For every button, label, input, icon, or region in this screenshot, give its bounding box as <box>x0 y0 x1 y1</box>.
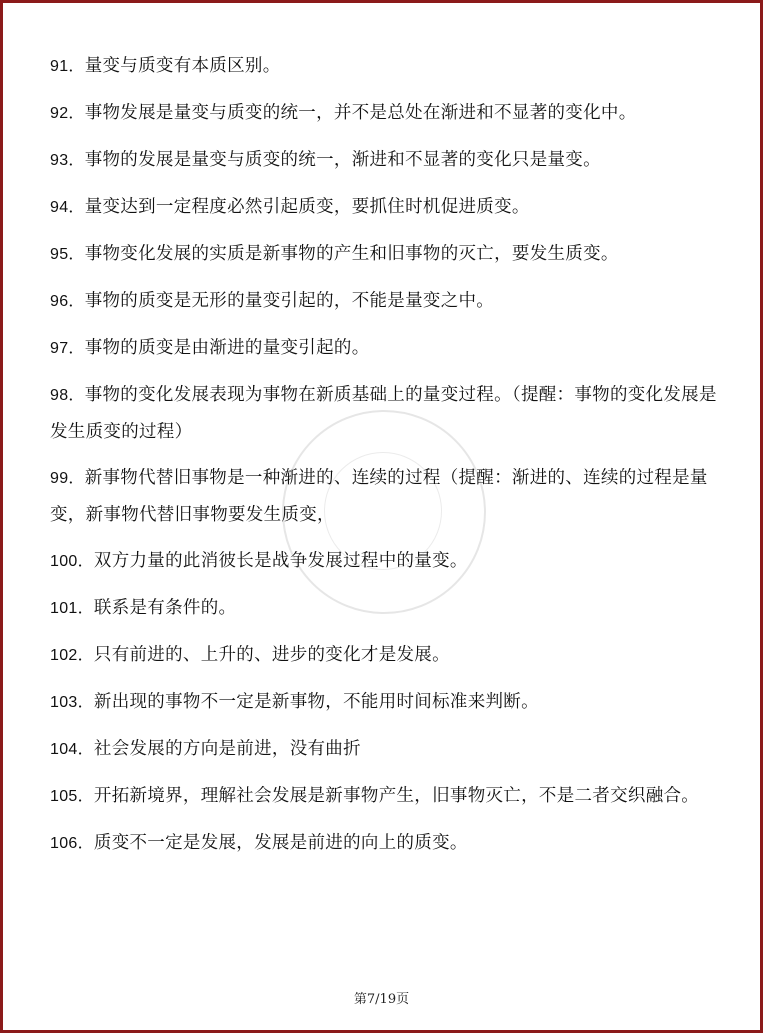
item-text: 联系是有条件的。 <box>93 598 237 618</box>
list-item <box>50 377 718 450</box>
item-number: 104． <box>50 741 94 758</box>
item-number: 95． <box>50 246 85 263</box>
item-number: 103． <box>50 694 94 711</box>
item-text: 开拓新境界，理解社会发展是新事物产生，旧事物灭亡，不是二者交织融合。 <box>93 786 700 806</box>
item-number: 105． <box>50 788 94 805</box>
item-number: 94． <box>50 199 85 216</box>
page-number: 第7/19页 <box>353 992 410 1007</box>
item-number: 102． <box>50 647 94 664</box>
list-item <box>50 684 718 721</box>
item-number: 96． <box>50 293 85 310</box>
list-item <box>50 543 718 580</box>
item-text: 事物的变化发展表现为事物在新质基础上的量变过程。（提醒：事物的变化发展是发生质变的过程） <box>50 385 717 442</box>
list-item <box>50 330 718 367</box>
item-text: 只有前进的、上升的、进步的变化才是发展。 <box>93 645 450 665</box>
item-text: 社会发展的方向是前进，没有曲折 <box>93 739 361 759</box>
item-text: 新出现的事物不一定是新事物，不能用时间标准来判断。 <box>93 692 539 712</box>
list-item <box>50 142 718 179</box>
item-number: 106． <box>50 835 94 852</box>
item-text: 量变与质变有本质区别。 <box>84 56 281 76</box>
item-text: 事物的质变是无形的量变引起的，不能是量变之中。 <box>84 291 495 311</box>
document-body <box>50 48 718 872</box>
item-text: 新事物代替旧事物是一种渐进的、连续的过程（提醒：渐进的、连续的过程是量变，新事物代替旧事物要发生质变， <box>50 468 708 525</box>
list-item <box>50 283 718 320</box>
item-number: 91． <box>50 58 85 75</box>
item-text: 质变不一定是发展，发展是前进的向上的质变。 <box>93 833 468 853</box>
item-number: 98． <box>50 387 85 404</box>
item-text: 量变达到一定程度必然引起质变，要抓住时机促进质变。 <box>84 197 530 217</box>
list-item <box>50 48 718 85</box>
list-item <box>50 189 718 226</box>
item-number: 99． <box>50 470 85 487</box>
list-item <box>50 590 718 627</box>
item-text: 事物变化发展的实质是新事物的产生和旧事物的灭亡，要发生质变。 <box>84 244 619 264</box>
list-item <box>50 731 718 768</box>
list-item <box>50 95 718 132</box>
item-number: 101． <box>50 600 94 617</box>
list-item <box>50 637 718 674</box>
item-number: 100． <box>50 553 94 570</box>
list-item <box>50 778 718 815</box>
item-text: 事物发展是量变与质变的统一，并不是总处在渐进和不显著的变化中。 <box>84 103 637 123</box>
item-number: 92． <box>50 105 85 122</box>
list-item <box>50 236 718 273</box>
item-text: 事物的发展是量变与质变的统一，渐进和不显著的变化只是量变。 <box>84 150 601 170</box>
item-number: 93． <box>50 152 85 169</box>
list-item <box>50 460 718 533</box>
list-item <box>50 825 718 862</box>
item-number: 97． <box>50 340 85 357</box>
item-text: 事物的质变是由渐进的量变引起的。 <box>84 338 370 358</box>
item-text: 双方力量的此消彼长是战争发展过程中的量变。 <box>93 551 468 571</box>
